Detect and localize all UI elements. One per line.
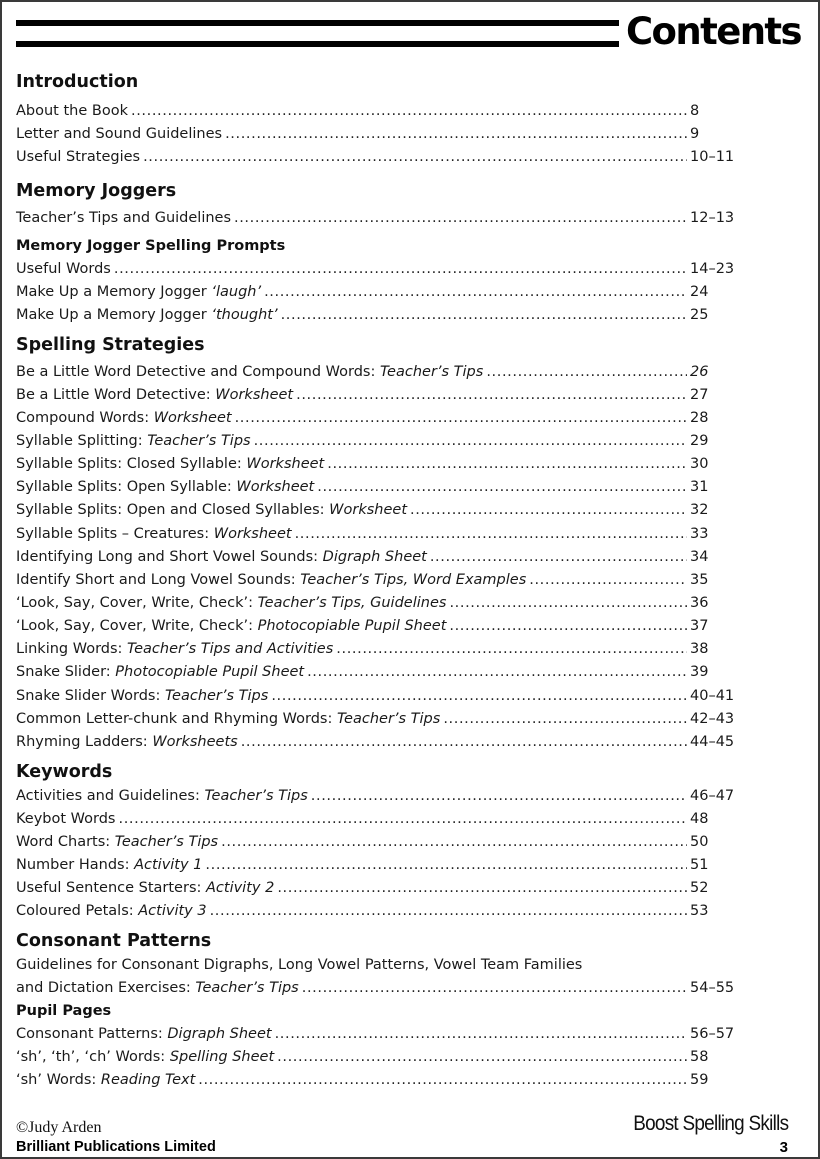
page-number: 14–23 [690, 261, 735, 277]
toc-entry[interactable]: Rhyming Ladders: Worksheets ..... 44–45 [16, 732, 756, 752]
page-number: 26 [690, 364, 709, 380]
dot-leader [205, 855, 687, 875]
dot-leader [254, 431, 687, 451]
toc-entry[interactable]: ‘sh’, ‘th’, ‘ch’ Words: Spelling Sheet ..... 58 [16, 1047, 756, 1067]
toc-entry[interactable]: Be a Little Word Detective: Worksheet ..... 27 [16, 385, 756, 405]
page-number: 51 [690, 857, 709, 873]
page-number: 46–47 [690, 788, 735, 804]
dot-leader [221, 832, 687, 852]
page-number: 39 [690, 664, 709, 680]
toc-entry[interactable]: Common Letter-chunk and Rhyming Words: Teacher’s Tips ..... 42–43 [16, 709, 756, 729]
dot-leader [143, 147, 687, 167]
page-number: 30 [690, 456, 709, 472]
toc-entry[interactable]: Linking Words: Teacher’s Tips and Activities ..... 38 [16, 639, 756, 659]
toc-entry[interactable]: Make Up a Memory Jogger ‘laugh’ ..... 24 [16, 282, 756, 302]
page-number: 40–41 [690, 688, 735, 704]
toc-entry[interactable]: Coloured Petals: Activity 3 ..... 53 [16, 901, 756, 921]
dot-leader [311, 786, 687, 806]
dot-leader [529, 570, 687, 590]
page-number: 58 [690, 1049, 709, 1065]
page-number: 59 [690, 1072, 709, 1088]
page-number: 48 [690, 811, 709, 827]
dot-leader [264, 282, 687, 302]
header-rule-top [16, 20, 619, 26]
page-title: Contents [626, 10, 801, 53]
page-number: 34 [690, 549, 709, 565]
dot-leader [486, 362, 687, 382]
toc-entry-first-line[interactable]: Guidelines for Consonant Digraphs, Long Vowel Patterns, Vowel Team Families [16, 957, 583, 973]
toc-entry[interactable]: ‘Look, Say, Cover, Write, Check’: Photocopiable Pupil Sheet ..... 37 [16, 616, 756, 636]
toc-entry[interactable]: Useful Sentence Starters: Activity 2 ..... 52 [16, 878, 756, 898]
dot-leader [449, 616, 687, 636]
page-number: 35 [690, 572, 709, 588]
toc-entry[interactable]: Teacher’s Tips and Guidelines ..... 12–13 [16, 208, 756, 228]
dot-leader [275, 1024, 687, 1044]
page-number: 38 [690, 641, 709, 657]
dot-leader [410, 500, 687, 520]
page-number: 9 [690, 126, 700, 142]
page-number: 50 [690, 834, 709, 850]
toc-entry[interactable]: Useful Strategies ..... 10–11 [16, 147, 756, 167]
dot-leader [296, 385, 687, 405]
page-number: 29 [690, 433, 709, 449]
dot-leader [307, 662, 687, 682]
toc-entry[interactable]: Syllable Splits: Open and Closed Syllables: Worksheet ..... 32 [16, 500, 756, 520]
dot-leader [295, 524, 687, 544]
section-heading-keywords: Keywords [16, 762, 113, 782]
dot-leader [302, 978, 687, 998]
toc-entry[interactable]: Useful Words ..... 14–23 [16, 259, 756, 279]
section-heading-spelling-strategies: Spelling Strategies [16, 335, 205, 355]
toc-entry[interactable]: Syllable Splits: Open Syllable: Worksheet ..... 31 [16, 477, 756, 497]
toc-entry[interactable]: Syllable Splitting: Teacher’s Tips ..... 29 [16, 431, 756, 451]
copyright-notice: ©Judy Arden [16, 1119, 102, 1136]
toc-entry[interactable]: Consonant Patterns: Digraph Sheet ..... 56–57 [16, 1024, 756, 1044]
dot-leader [443, 709, 687, 729]
toc-entry[interactable]: ‘sh’ Words: Reading Text ..... 59 [16, 1070, 756, 1090]
dot-leader [281, 305, 687, 325]
dot-leader [210, 901, 687, 921]
dot-leader [235, 408, 687, 428]
toc-entry[interactable]: Word Charts: Teacher’s Tips ..... 50 [16, 832, 756, 852]
dot-leader [118, 809, 687, 829]
dot-leader [198, 1070, 687, 1090]
page-number-footer: 3 [779, 1139, 788, 1156]
section-heading-introduction: Introduction [16, 72, 139, 92]
toc-entry[interactable]: Activities and Guidelines: Teacher’s Tips ..... 46–47 [16, 786, 756, 806]
page-number: 36 [690, 595, 709, 611]
subheading-memory-jogger-spelling-prompts: Memory Jogger Spelling Prompts [16, 238, 286, 254]
dot-leader [449, 593, 687, 613]
page-number: 24 [690, 284, 709, 300]
page-number: 54–55 [690, 980, 735, 996]
dot-leader [277, 878, 687, 898]
dot-leader [271, 686, 687, 706]
toc-entry[interactable]: Number Hands: Activity 1 ..... 51 [16, 855, 756, 875]
page-number: 52 [690, 880, 709, 896]
page-number: 10–11 [690, 149, 735, 165]
toc-entry[interactable]: Compound Words: Worksheet ..... 28 [16, 408, 756, 428]
toc-entry[interactable]: About the Book ..... 8 [16, 101, 756, 121]
section-heading-memory-joggers: Memory Joggers [16, 181, 177, 201]
toc-entry[interactable]: Snake Slider Words: Teacher’s Tips ..... 40–41 [16, 686, 756, 706]
toc-entry[interactable]: Keybot Words ..... 48 [16, 809, 756, 829]
dot-leader [114, 259, 687, 279]
toc-entry[interactable]: Letter and Sound Guidelines ..... 9 [16, 124, 756, 144]
publisher-name: Brilliant Publications Limited [16, 1139, 216, 1155]
toc-entry[interactable]: Syllable Splits – Creatures: Worksheet ..... 33 [16, 524, 756, 544]
toc-entry[interactable]: Make Up a Memory Jogger ‘thought’ ..... 25 [16, 305, 756, 325]
toc-entry[interactable]: Identifying Long and Short Vowel Sounds: Digraph Sheet ..... 34 [16, 547, 756, 567]
section-heading-consonant-patterns: Consonant Patterns [16, 931, 212, 951]
dot-leader [241, 732, 687, 752]
subheading-pupil-pages: Pupil Pages [16, 1003, 112, 1019]
page-number: 44–45 [690, 734, 735, 750]
page-number: 32 [690, 502, 709, 518]
page-number: 12–13 [690, 210, 735, 226]
dot-leader [327, 454, 687, 474]
dot-leader [131, 101, 687, 121]
header-rule-bottom [16, 41, 619, 47]
dot-leader [234, 208, 687, 228]
toc-entry[interactable]: ‘Look, Say, Cover, Write, Check’: Teacher’s Tips, Guidelines ..... 36 [16, 593, 756, 613]
page-number: 8 [690, 103, 700, 119]
dot-leader [277, 1047, 687, 1067]
toc-entry[interactable]: and Dictation Exercises: Teacher’s Tips ..... 54–55 [16, 978, 756, 998]
book-title: Boost Spelling Skills [632, 1112, 788, 1135]
toc-entry[interactable]: Syllable Splits: Closed Syllable: Worksheet ..... 30 [16, 454, 756, 474]
page-number: 37 [690, 618, 709, 634]
page-number: 28 [690, 410, 709, 426]
toc-entry[interactable]: Snake Slider: Photocopiable Pupil Sheet ..... 39 [16, 662, 756, 682]
toc-entry[interactable]: Identify Short and Long Vowel Sounds: Teacher’s Tips, Word Examples ..... 35 [16, 570, 756, 590]
page-number: 33 [690, 526, 709, 542]
dot-leader [317, 477, 687, 497]
page-number: 25 [690, 307, 709, 323]
page-number: 42–43 [690, 711, 735, 727]
dot-leader [225, 124, 687, 144]
page-number: 27 [690, 387, 709, 403]
toc-entry[interactable]: Be a Little Word Detective and Compound Words: Teacher’s Tips ..... 26 [16, 362, 756, 382]
page-number: 53 [690, 903, 709, 919]
page-number: 56–57 [690, 1026, 735, 1042]
dot-leader [430, 547, 687, 567]
page-number: 31 [690, 479, 709, 495]
dot-leader [336, 639, 687, 659]
